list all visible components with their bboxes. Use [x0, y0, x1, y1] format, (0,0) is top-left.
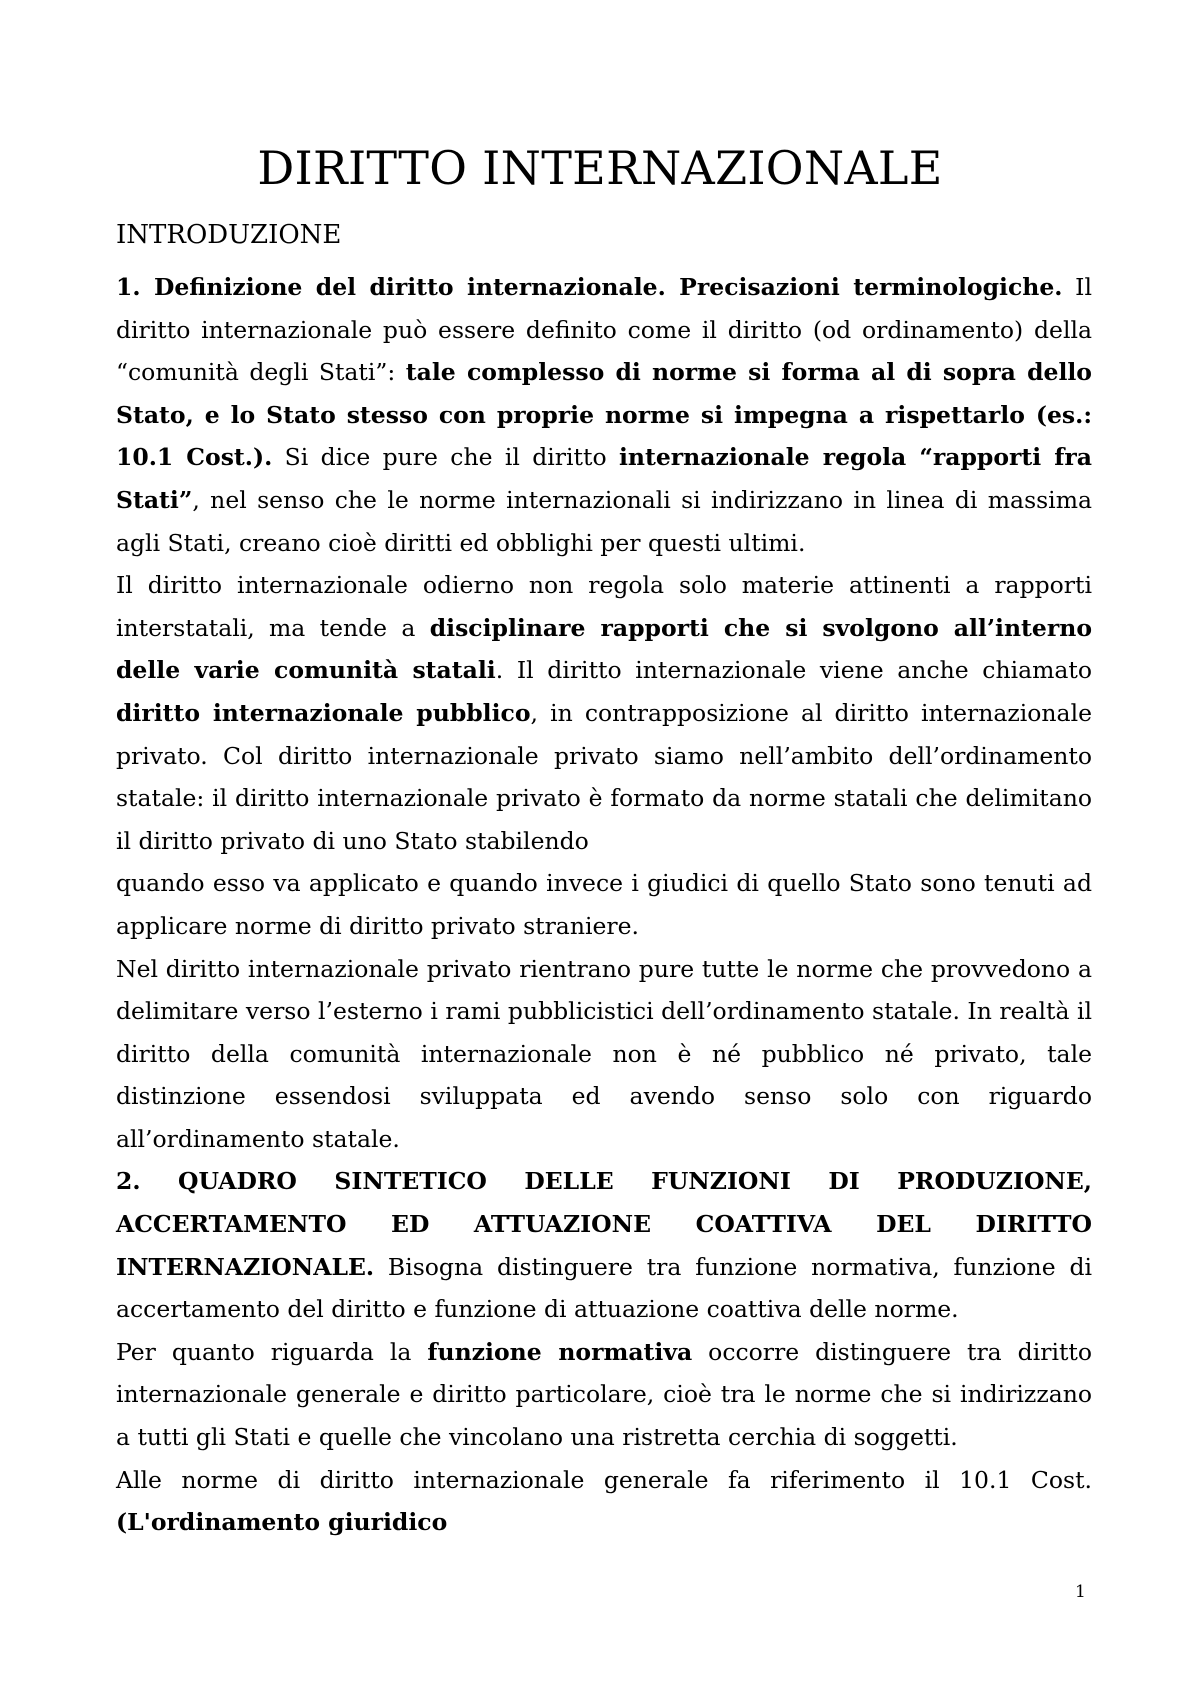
- paragraph-definizione: [116, 266, 1092, 564]
- paragraph-quadro-sintetico: [116, 1160, 1092, 1330]
- paragraph-diritto-privato: Nel diritto internazionale privato rientrano pure tutte le norme che provvedono a delimitare verso l’esterno i rami pubblicistici dell’ordinamento statale. In realtà il diritto della comunità internazionale non è né pubblico né privato, tale distinzione essendosi sviluppata ed avendo senso solo con riguardo all’ordinamento statale.: [116, 954, 1092, 1153]
- paragraph-text: Si dice pure che il diritto: [272, 443, 619, 472]
- paragraph-text: Bisogna distinguere tra funzione normativa, funzione di accertamento del diritto e funzione di attuazione coattiva delle norme.: [116, 1252, 1092, 1324]
- paragraph-funzione-normativa: [116, 1331, 1092, 1459]
- page-number: 1: [1075, 1582, 1086, 1602]
- paragraph-text: Per quanto riguarda la: [116, 1337, 428, 1366]
- section-heading-2: 2. QUADRO SINTETICO DELLE FUNZIONI DI PRODUZIONE, ACCERTAMENTO ED ATTUAZIONE COATTIVA DEL DIRITTO INTERNAZIONALE.: [116, 1167, 1092, 1281]
- bold-text: tale complesso di norme si forma al di sopra dello Stato, e lo Stato stesso con proprie norme si impegna a rispettarlo (es.: 10.1 Cost.).: [116, 358, 1092, 472]
- paragraph-diritto-odierno: [116, 564, 1092, 862]
- bold-text: (L'ordinamento giuridico: [116, 1508, 448, 1537]
- paragraph-text: , in contrapposizione al diritto internazionale privato. Col diritto internazionale privato siamo nell’ambito dell’ordinamento statale: il diritto internazionale privato è formato da norme statali che delimitano il diritto privato di uno Stato stabilendo: [116, 698, 1092, 855]
- bold-text: funzione normativa: [427, 1337, 693, 1366]
- paragraph-text: Alle norme di diritto internazionale generale fa riferimento il 10.1 Cost.: [116, 1465, 1092, 1494]
- bold-text: internazionale regola “rapporti fra Stati”: [116, 443, 1092, 514]
- paragraph-text: , nel senso che le norme internazionali si indirizzano in linea di massima agli Stati, creano cioè diritti ed obblighi per questi ultimi.: [116, 485, 1092, 557]
- bold-text: disciplinare rapporti che si svolgono all’interno delle varie comunità statali: [116, 613, 1092, 685]
- paragraph-text: Il diritto internazionale può essere definito come il diritto (od ordinamento) della “comunità degli Stati”:: [116, 273, 1092, 387]
- paragraph-text: . Il diritto internazionale viene anche chiamato: [495, 656, 1093, 685]
- paragraph-applicazione: quando esso va applicato e quando invece i giudici di quello Stato sono tenuti ad applicare norme di diritto privato straniere.: [116, 869, 1092, 940]
- paragraph-text: Il diritto internazionale odierno non regola solo materie attinenti a rapporti interstatali, ma tende a: [116, 571, 1092, 642]
- document-body: [116, 266, 1092, 1544]
- paragraph-text: occorre distinguere tra diritto internazionale generale e diritto particolare, cioè tra le norme che si indirizzano a tutti gli Stati e quelle che vincolano una ristretta cerchia di soggetti.: [116, 1337, 1092, 1452]
- section-heading-introduzione: INTRODUZIONE: [116, 220, 342, 250]
- document-title: DIRITTO INTERNAZIONALE: [257, 141, 943, 195]
- bold-text: diritto internazionale pubblico: [116, 698, 531, 727]
- section-heading-1: 1. Definizione del diritto internazionale. Precisazioni terminologiche.: [116, 273, 1063, 301]
- paragraph-norme-generali: [116, 1459, 1092, 1544]
